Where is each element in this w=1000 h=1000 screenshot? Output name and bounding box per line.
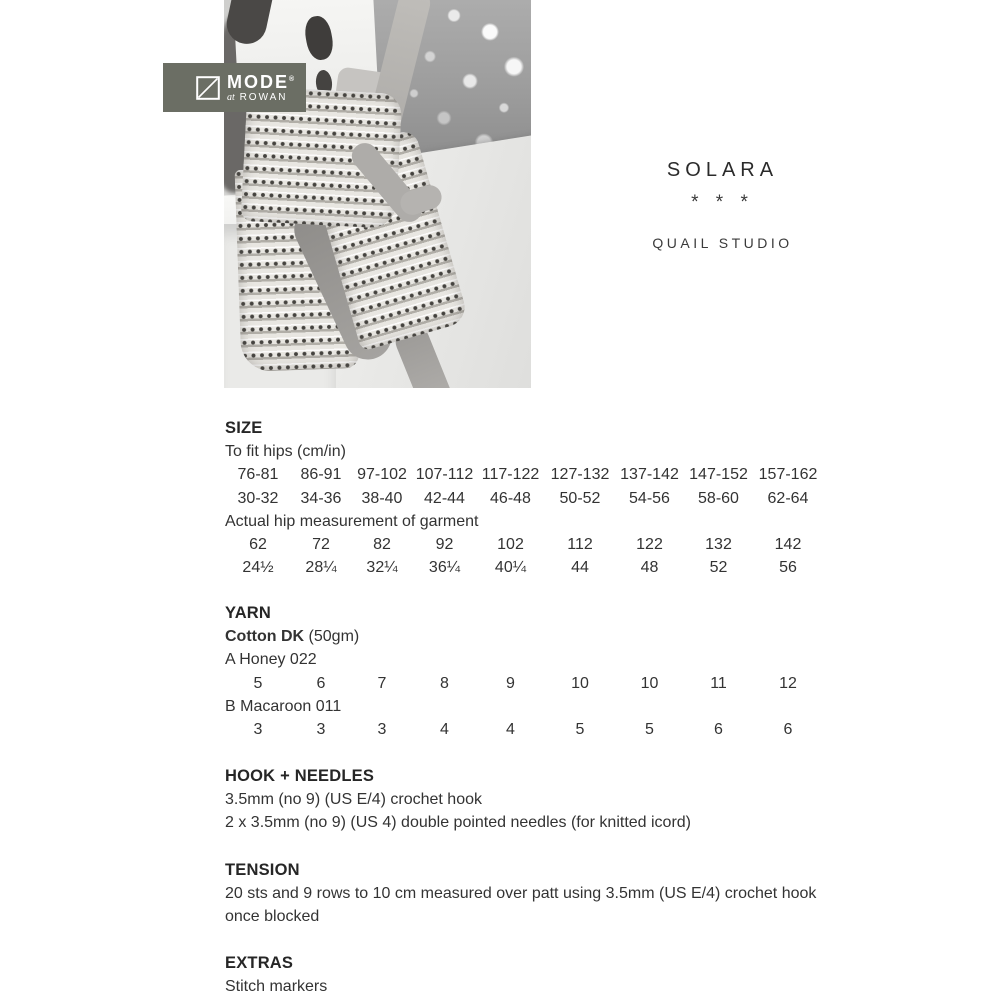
actual-cm-value: 82 <box>373 536 391 554</box>
shade-a-qty-value: 11 <box>710 674 727 692</box>
to-fit-cm-value: 117-122 <box>481 466 540 484</box>
shade-a-qty-value: 10 <box>640 674 659 692</box>
to-fit-cm-value: 137-142 <box>620 466 679 484</box>
shade-b-label: B Macaroon 011 <box>225 697 342 715</box>
shade-b-qty-value: 3 <box>253 721 263 739</box>
section-size <box>225 417 825 579</box>
to-fit-in-value: 42-44 <box>424 489 465 507</box>
to-fit-cm-value: 86-91 <box>300 466 342 484</box>
size-heading: SIZE <box>225 419 263 437</box>
section-tension <box>225 859 825 929</box>
section-extras <box>225 952 825 998</box>
to-fit-label: To fit hips (cm/in) <box>225 443 346 461</box>
yarn-name-line <box>225 625 825 648</box>
shade-b-qty-row <box>225 718 825 741</box>
actual-in-value: 36¼ <box>428 559 461 577</box>
to-fit-in-value: 62-64 <box>767 489 809 507</box>
pattern-header <box>600 158 845 252</box>
needles-line: 2 x 3.5mm (no 9) (US 4) double pointed needles (for knitted icord) <box>225 814 692 832</box>
actual-in-value: 56 <box>779 559 797 577</box>
to-fit-in-value: 34-36 <box>300 489 342 507</box>
actual-in-value: 48 <box>640 559 659 577</box>
tension-line-2: once blocked <box>225 908 320 926</box>
shade-a-qty-value: 8 <box>440 674 449 692</box>
shade-a-qty-value: 12 <box>779 674 797 692</box>
to-fit-in-value: 58-60 <box>698 489 739 507</box>
actual-hip-label: Actual hip measurement of garment <box>225 512 479 530</box>
actual-in-value: 28¼ <box>305 559 337 577</box>
tension-line-1: 20 sts and 9 rows to 10 cm measured over patt using 3.5mm (US E/4) crochet hook <box>225 885 817 903</box>
section-hook-needles <box>225 765 825 835</box>
to-fit-cm-value: 157-162 <box>758 466 818 484</box>
actual-cm-value: 72 <box>312 536 330 554</box>
to-fit-in-value: 38-40 <box>361 489 403 507</box>
to-fit-cm-value: 147-152 <box>689 466 748 484</box>
to-fit-cm-value: 107-112 <box>415 466 474 484</box>
actual-cm-value: 142 <box>774 536 802 554</box>
actual-cm-value: 112 <box>567 536 593 554</box>
actual-cm-value: 132 <box>705 536 732 554</box>
difficulty-stars: * * * <box>691 192 754 213</box>
actual-cm-value: 102 <box>497 536 524 554</box>
designer-name: QUAIL STUDIO <box>652 235 793 251</box>
shade-b-qty-value: 5 <box>645 721 654 739</box>
extras-line: Stitch markers <box>225 978 328 996</box>
yarn-name: Cotton DK <box>225 628 305 646</box>
extras-heading: EXTRAS <box>225 954 294 972</box>
brand-badge-text <box>227 73 294 103</box>
shade-a-qty-value: 9 <box>506 674 515 692</box>
actual-in-value: 44 <box>571 559 589 577</box>
actual-cm-value: 92 <box>435 536 454 554</box>
hook-line: 3.5mm (no 9) (US E/4) crochet hook <box>225 791 482 809</box>
pattern-title: SOLARA <box>666 159 779 181</box>
to-fit-in-row <box>225 487 825 510</box>
actual-in-value: 32¼ <box>366 559 398 577</box>
shade-b-qty-value: 4 <box>506 721 515 739</box>
shade-a-label: A Honey 022 <box>225 651 317 669</box>
shade-b-qty-value: 3 <box>377 721 387 739</box>
actual-in-row <box>225 556 825 579</box>
shade-a-qty-value: 10 <box>571 674 589 692</box>
to-fit-cm-value: 97-102 <box>357 466 407 484</box>
fashion-photo <box>224 0 531 388</box>
to-fit-cm-row <box>225 463 825 486</box>
shade-b-qty-value: 5 <box>575 721 585 739</box>
actual-cm-value: 62 <box>249 536 267 554</box>
to-fit-in-value: 46-48 <box>490 489 531 507</box>
shade-b-qty-value: 3 <box>316 721 326 739</box>
actual-in-value: 24½ <box>242 559 274 577</box>
shade-a-qty-row <box>225 672 825 695</box>
actual-cm-row <box>225 533 825 556</box>
actual-cm-value: 122 <box>636 536 663 554</box>
mode-square-diagonal-logo-icon <box>196 76 220 100</box>
brand-name: MODE® <box>227 71 295 92</box>
yarn-heading: YARN <box>225 604 272 622</box>
to-fit-in-value: 50-52 <box>559 489 601 507</box>
shade-a-qty-value: 7 <box>377 674 387 692</box>
shade-b-qty-value: 6 <box>714 721 723 739</box>
trademark-symbol: ® <box>289 75 295 83</box>
to-fit-in-value: 54-56 <box>629 489 670 507</box>
to-fit-in-value: 30-32 <box>237 489 279 507</box>
actual-in-value: 40¼ <box>494 559 527 577</box>
shade-b-qty-value: 6 <box>783 721 793 739</box>
shade-a-qty-value: 5 <box>253 674 263 692</box>
hook-needles-heading: HOOK + NEEDLES <box>225 767 375 785</box>
brand-badge <box>163 63 306 112</box>
to-fit-cm-value: 127-132 <box>550 466 610 484</box>
brand-subname: at ROWAN <box>227 91 288 103</box>
section-yarn <box>225 602 825 741</box>
yarn-put-up: (50gm) <box>304 628 360 646</box>
shade-a-qty-value: 6 <box>316 674 326 692</box>
actual-in-value: 52 <box>709 559 728 577</box>
tension-heading: TENSION <box>225 861 300 879</box>
shade-b-qty-value: 4 <box>440 721 449 739</box>
to-fit-cm-value: 76-81 <box>237 466 279 484</box>
